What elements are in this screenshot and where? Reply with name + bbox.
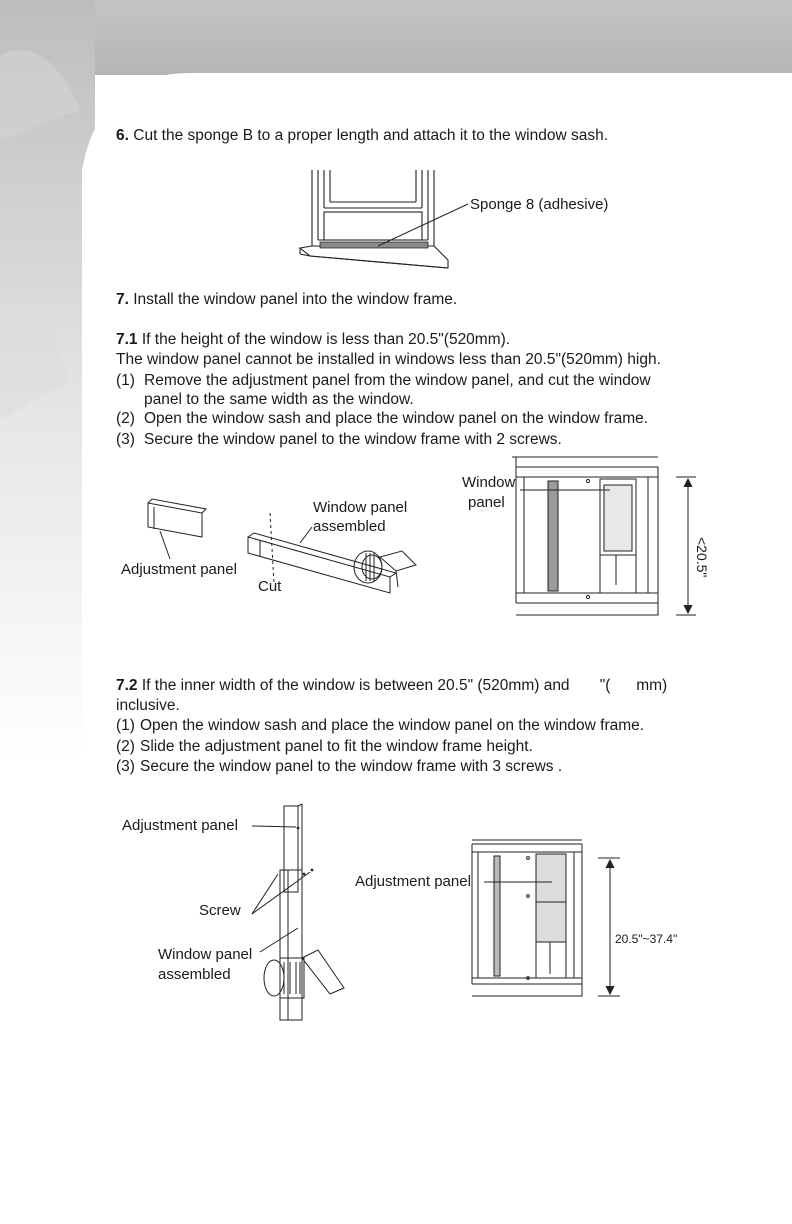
cut-label: Cut [258,578,282,595]
sponge-label: Sponge 8 (adhesive) [470,196,609,213]
step7-1-number: 7.1 [116,331,138,348]
step7-2-item-2-line1: Slide the adjustment panel to fit the window frame height. [140,738,533,755]
window-panel-label-1b: assembled [313,518,386,535]
adjustment-panel-label-2: Adjustment panel [122,817,238,834]
window-label-line1: Window [462,474,516,491]
step7-1-item-3-line1: Secure the window panel to the window frame with 2 screws. [144,431,562,448]
step7-2-item-2-num: (2) [116,738,135,755]
step7-1-item-1-line1: Remove the adjustment panel from the window panel, and cut the window [144,372,651,389]
step6-text [116,126,608,145]
step7-2-heading [116,676,667,695]
step7-2-item-3-num: (3) [116,758,135,775]
window-label-line2: panel [468,494,505,511]
step7-instruction: Install the window panel into the window frame. [133,291,458,308]
screw-label: Screw [199,902,241,919]
step7-2-item-1-line1: Open the window sash and place the window panel on the window frame. [140,717,645,734]
step7-1-heading [116,330,510,349]
step7-1-heading-text: If the height of the window is less than 20.5"(520mm). [141,331,511,348]
step6-number: 6. [116,127,129,144]
adjustment-panel-label-1: Adjustment panel [121,561,237,578]
step6-instruction: Cut the sponge B to a proper length and attach it to the window sash. [133,127,609,144]
height-range-label: 20.5"~37.4" [615,932,678,946]
step7-1-item-3-num: (3) [116,431,135,448]
step7-2-heading2: inclusive. [116,697,180,714]
window-panel-label-1a: Window panel [313,499,408,516]
step7-number: 7. [116,291,129,308]
step7-1-item-1-num: (1) [116,372,135,389]
step7-2-item-1-num: (1) [116,717,135,734]
sponge-figure [290,168,470,278]
step7-1-item-2-num: (2) [116,410,135,427]
window-under-20-figure [510,455,710,620]
window-panel-label-2a: Window panel [158,946,253,963]
step7-2-item-3-line1: Secure the window panel to the window frame with 3 screws . [140,758,563,775]
step7-1-item-1-line2: panel to the same width as the window. [144,391,414,408]
step7-text [116,290,457,309]
vertical-panel-figure [240,800,360,1030]
step7-1-item-2-line1: Open the window sash and place the window panel on the window frame. [144,410,649,427]
height-under-label: <20.5" [694,537,710,578]
step7-2-number: 7.2 [116,677,138,694]
window-panel-label-2b: assembled [158,966,231,983]
adjustment-panel-label-3: Adjustment panel [355,873,471,890]
step7-2-heading-text: If the inner width of the window is between 20.5" (520mm) and "( mm) [141,677,668,694]
window-range-figure [470,838,630,1000]
step7-1-note: The window panel cannot be installed in windows less than 20.5"(520mm) high. [116,351,661,368]
